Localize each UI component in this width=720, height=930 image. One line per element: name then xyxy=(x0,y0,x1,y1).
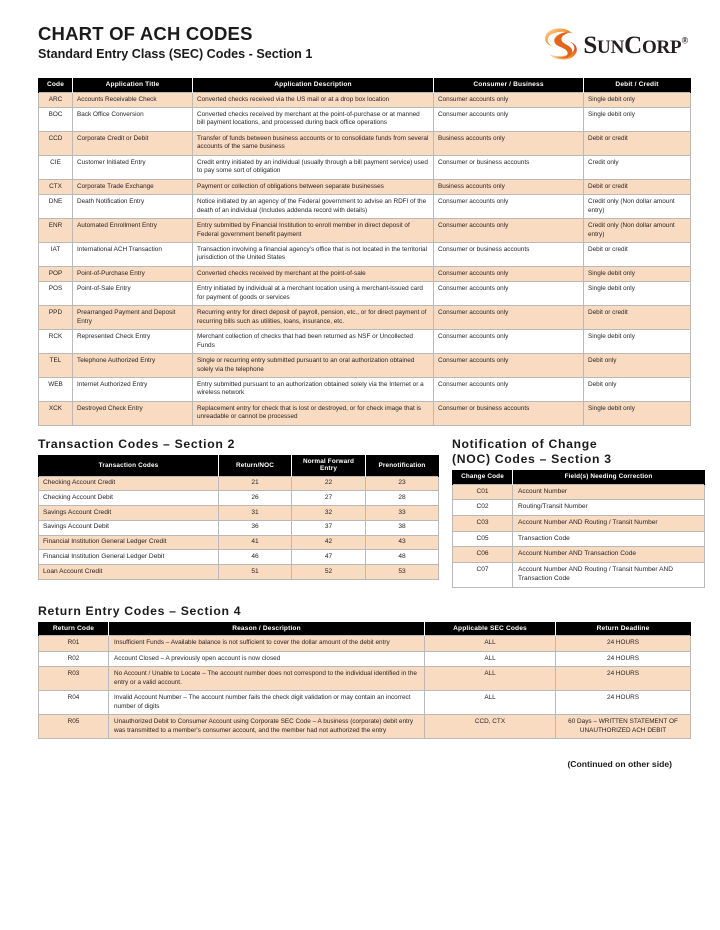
cell-normal-forward: 47 xyxy=(292,550,366,565)
cell-consumer-business: Business accounts only xyxy=(434,179,584,194)
cell-code: XCK xyxy=(39,401,73,425)
cell-change-code: C05 xyxy=(453,531,513,547)
cell-change-code: C02 xyxy=(453,500,513,516)
cell-return-noc: 36 xyxy=(219,520,292,535)
section2-transaction-codes-table xyxy=(38,455,439,580)
cell-change-code: C06 xyxy=(453,547,513,563)
table-row xyxy=(39,330,691,354)
section4-heading: Return Entry Codes – Section 4 xyxy=(38,603,242,618)
cell-change-code: C01 xyxy=(453,484,513,500)
cell-change-code: C03 xyxy=(453,516,513,532)
cell-code: POS xyxy=(39,282,73,306)
table-row xyxy=(39,491,439,506)
table-row xyxy=(39,636,691,651)
column-header-consumer-business: Consumer / Business xyxy=(434,78,584,92)
cell-normal-forward: 22 xyxy=(292,476,366,491)
cell-consumer-business: Consumer accounts only xyxy=(434,266,584,281)
section1-sec-codes-table xyxy=(38,78,691,426)
cell-application-description: Single or recurring entry submitted pursuant to an oral authorization obtained solely via the telephone xyxy=(193,354,434,378)
cell-application-title: Prearranged Payment and Deposit Entry xyxy=(73,306,193,330)
cell-transaction-name: Financial Institution General Ledger Debit xyxy=(39,550,219,565)
cell-code: CIE xyxy=(39,155,73,179)
suncorp-logo xyxy=(541,24,688,64)
cell-prenotification: 53 xyxy=(366,565,439,580)
cell-debit-credit: Single debit only xyxy=(584,330,691,354)
cell-normal-forward: 52 xyxy=(292,565,366,580)
section4-container xyxy=(38,604,690,739)
table-row xyxy=(453,531,705,547)
column-header-return-deadline: Return Deadline xyxy=(556,622,691,636)
logo-letters-un: UN xyxy=(597,36,625,58)
cell-application-title: Corporate Credit or Debit xyxy=(73,131,193,155)
table-row xyxy=(453,484,705,500)
column-header-code: Code xyxy=(39,78,73,92)
cell-debit-credit: Single debit only xyxy=(584,108,691,132)
cell-consumer-business: Consumer accounts only xyxy=(434,195,584,219)
cell-debit-credit: Single debit only xyxy=(584,266,691,281)
cell-prenotification: 43 xyxy=(366,535,439,550)
cell-application-description: Recurring entry for direct deposit of payroll, pension, etc., or for direct payment of recurring bills such as utilities, loans, insurance, etc. xyxy=(193,306,434,330)
cell-application-description: Converted checks received via the US mail or at a drop box location xyxy=(193,92,434,107)
cell-applicable-sec-codes: ALL xyxy=(425,651,556,666)
cell-consumer-business: Consumer accounts only xyxy=(434,378,584,402)
cell-applicable-sec-codes: ALL xyxy=(425,636,556,651)
cell-code: DNE xyxy=(39,195,73,219)
cell-return-deadline: 24 HOURS xyxy=(556,667,691,691)
table-row xyxy=(39,520,439,535)
table-row xyxy=(39,179,691,194)
cell-code: CTX xyxy=(39,179,73,194)
cell-debit-credit: Credit only (Non dollar amount entry) xyxy=(584,219,691,243)
cell-consumer-business: Consumer accounts only xyxy=(434,306,584,330)
title-block xyxy=(38,22,312,62)
logo-letter-c: C xyxy=(624,31,642,59)
table-row xyxy=(39,195,691,219)
table-row xyxy=(39,378,691,402)
column-header-return-noc: Return/NOC xyxy=(219,455,292,476)
table-row xyxy=(453,563,705,587)
cell-return-code: R01 xyxy=(39,636,109,651)
column-header-change-code: Change Code xyxy=(453,470,513,484)
table-row xyxy=(39,354,691,378)
column-header-application-title: Application Title xyxy=(73,78,193,92)
cell-debit-credit: Single debit only xyxy=(584,92,691,107)
table-row xyxy=(39,550,439,565)
table-header-row xyxy=(39,78,691,92)
cell-field-needing-correction: Routing/Transit Number xyxy=(513,500,705,516)
cell-application-title: Destroyed Check Entry xyxy=(73,401,193,425)
cell-debit-credit: Debit or credit xyxy=(584,243,691,267)
registered-trademark-icon: ® xyxy=(681,35,688,46)
cell-return-code: R02 xyxy=(39,651,109,666)
cell-code: RCK xyxy=(39,330,73,354)
cell-code: POP xyxy=(39,266,73,281)
cell-debit-credit: Single debit only xyxy=(584,401,691,425)
table-row xyxy=(39,155,691,179)
cell-application-title: Customer Initiated Entry xyxy=(73,155,193,179)
table-row xyxy=(39,266,691,281)
column-header-applicable-sec-codes: Applicable SEC Codes xyxy=(425,622,556,636)
cell-reason-description: No Account / Unable to Locate – The account number does not correspond to the individual identified in the entry or a valid account. xyxy=(109,667,425,691)
cell-application-description: Transaction involving a financial agency's office that is not located in the territorial jurisdiction of the United States xyxy=(193,243,434,267)
cell-application-description: Entry initiated by individual at a merchant location using a merchant-issued card for payment of goods or services xyxy=(193,282,434,306)
section3-noc-codes-table xyxy=(452,470,705,587)
column-header-reason-description: Reason / Description xyxy=(109,622,425,636)
suncorp-swirl-icon xyxy=(541,24,581,64)
document-header xyxy=(38,22,690,74)
cell-normal-forward: 42 xyxy=(292,535,366,550)
cell-consumer-business: Consumer accounts only xyxy=(434,219,584,243)
page-subtitle: Standard Entry Class (SEC) Codes - Section 1 xyxy=(38,46,313,61)
cell-application-title: Telephone Authorized Entry xyxy=(73,354,193,378)
table-row xyxy=(39,306,691,330)
cell-consumer-business: Business accounts only xyxy=(434,131,584,155)
cell-consumer-business: Consumer accounts only xyxy=(434,282,584,306)
cell-transaction-name: Savings Account Debit xyxy=(39,520,219,535)
cell-return-code: R04 xyxy=(39,691,109,715)
cell-debit-credit: Debit or credit xyxy=(584,179,691,194)
cell-prenotification: 23 xyxy=(366,476,439,491)
cell-return-noc: 31 xyxy=(219,506,292,521)
suncorp-wordmark xyxy=(583,33,688,58)
cell-debit-credit: Debit only xyxy=(584,354,691,378)
cell-reason-description: Insufficient Funds – Available balance is not sufficient to cover the dollar amount of the debit entry xyxy=(109,636,425,651)
cell-debit-credit: Credit only xyxy=(584,155,691,179)
logo-letter-s: S xyxy=(583,31,598,59)
continued-note: (Continued on other side) xyxy=(567,759,672,770)
cell-consumer-business: Consumer accounts only xyxy=(434,108,584,132)
cell-application-description: Notice initiated by an agency of the Federal government to advise an RDFI of the death of an individual (Includes addenda record with details) xyxy=(193,195,434,219)
cell-application-description: Replacement entry for check that is lost or destroyed, or for check image that is unreadable or cannot be processed xyxy=(193,401,434,425)
cell-change-code: C07 xyxy=(453,563,513,587)
cell-transaction-name: Checking Account Debit xyxy=(39,491,219,506)
cell-return-code: R05 xyxy=(39,715,109,739)
section3-heading-line2: (NOC) Codes – Section 3 xyxy=(452,452,612,467)
table-row xyxy=(39,715,691,739)
cell-code: IAT xyxy=(39,243,73,267)
cell-normal-forward: 32 xyxy=(292,506,366,521)
cell-return-code: R03 xyxy=(39,667,109,691)
cell-application-title: Point-of-Purchase Entry xyxy=(73,266,193,281)
cell-application-title: Point-of-Sale Entry xyxy=(73,282,193,306)
cell-code: PPD xyxy=(39,306,73,330)
cell-applicable-sec-codes: CCD, CTX xyxy=(425,715,556,739)
cell-prenotification: 48 xyxy=(366,550,439,565)
cell-consumer-business: Consumer accounts only xyxy=(434,330,584,354)
cell-applicable-sec-codes: ALL xyxy=(425,667,556,691)
table-row xyxy=(39,243,691,267)
cell-return-noc: 26 xyxy=(219,491,292,506)
cell-application-title: Accounts Receivable Check xyxy=(73,92,193,107)
cell-debit-credit: Credit only (Non dollar amount entry) xyxy=(584,195,691,219)
cell-application-title: Death Notification Entry xyxy=(73,195,193,219)
table-row xyxy=(39,565,439,580)
cell-code: BOC xyxy=(39,108,73,132)
cell-debit-credit: Single debit only xyxy=(584,282,691,306)
cell-application-description: Entry submitted pursuant to an authorization obtained solely via the Internet or a wireless network xyxy=(193,378,434,402)
cell-code: WEB xyxy=(39,378,73,402)
logo-letters-orp: ORP xyxy=(641,36,682,58)
cell-reason-description: Invalid Account Number – The account number fails the check digit validation or may contain an incorrect number of digits xyxy=(109,691,425,715)
cell-return-deadline: 24 HOURS xyxy=(556,651,691,666)
table-row xyxy=(39,691,691,715)
cell-code: CCD xyxy=(39,131,73,155)
cell-code: ENR xyxy=(39,219,73,243)
cell-application-title: Corporate Trade Exchange xyxy=(73,179,193,194)
cell-transaction-name: Checking Account Credit xyxy=(39,476,219,491)
cell-return-noc: 21 xyxy=(219,476,292,491)
cell-code: TEL xyxy=(39,354,73,378)
cell-application-title: Automated Enrollment Entry xyxy=(73,219,193,243)
cell-consumer-business: Consumer or business accounts xyxy=(434,401,584,425)
cell-application-title: Back Office Conversion xyxy=(73,108,193,132)
cell-field-needing-correction: Transaction Code xyxy=(513,531,705,547)
cell-field-needing-correction: Account Number AND Routing / Transit Number AND Transaction Code xyxy=(513,563,705,587)
table-row xyxy=(39,282,691,306)
cell-application-description: Merchant collection of checks that had been returned as NSF or Uncollected Funds xyxy=(193,330,434,354)
table-header-row xyxy=(453,470,705,484)
section3-container xyxy=(452,437,704,588)
cell-consumer-business: Consumer accounts only xyxy=(434,354,584,378)
table-row xyxy=(39,219,691,243)
cell-prenotification: 38 xyxy=(366,520,439,535)
cell-application-title: Represented Check Entry xyxy=(73,330,193,354)
table-header-row xyxy=(39,455,439,476)
cell-field-needing-correction: Account Number AND Routing / Transit Number xyxy=(513,516,705,532)
cell-transaction-name: Loan Account Credit xyxy=(39,565,219,580)
table-header-row xyxy=(39,622,691,636)
cell-consumer-business: Consumer or business accounts xyxy=(434,243,584,267)
table-row xyxy=(453,547,705,563)
table-row xyxy=(39,108,691,132)
cell-return-noc: 46 xyxy=(219,550,292,565)
cell-transaction-name: Savings Account Credit xyxy=(39,506,219,521)
cell-consumer-business: Consumer or business accounts xyxy=(434,155,584,179)
table-row xyxy=(39,651,691,666)
cell-field-needing-correction: Account Number AND Transaction Code xyxy=(513,547,705,563)
section3-heading-line1: Notification of Change xyxy=(452,436,598,451)
table-row xyxy=(39,401,691,425)
column-header-debit-credit: Debit / Credit xyxy=(584,78,691,92)
cell-debit-credit: Debit only xyxy=(584,378,691,402)
section3-heading xyxy=(452,437,704,468)
cell-return-deadline: 24 HOURS xyxy=(556,636,691,651)
cell-prenotification: 28 xyxy=(366,491,439,506)
cell-application-title: International ACH Transaction xyxy=(73,243,193,267)
cell-reason-description: Unauthorized Debit to Consumer Account using Corporate SEC Code – A business (corporate) debit entry was transmitted to a member's consumer account, and the member had not authorized the entry xyxy=(109,715,425,739)
cell-code: ARC xyxy=(39,92,73,107)
column-header-transaction-codes: Transaction Codes xyxy=(39,455,219,476)
cell-application-description: Transfer of funds between business accounts or to consolidate funds from several accounts of the same business xyxy=(193,131,434,155)
cell-field-needing-correction: Account Number xyxy=(513,484,705,500)
sections-2-3-band xyxy=(38,437,690,588)
cell-debit-credit: Debit or credit xyxy=(584,131,691,155)
table-row xyxy=(39,131,691,155)
cell-applicable-sec-codes: ALL xyxy=(425,691,556,715)
column-header-return-code: Return Code xyxy=(39,622,109,636)
column-header-fields-needing-correction: Field(s) Needing Correction xyxy=(513,470,705,484)
column-header-normal-forward-entry: Normal Forward Entry xyxy=(292,455,366,476)
cell-return-noc: 51 xyxy=(219,565,292,580)
cell-return-noc: 41 xyxy=(219,535,292,550)
cell-normal-forward: 27 xyxy=(292,491,366,506)
cell-return-deadline: 24 HOURS xyxy=(556,691,691,715)
page-title: CHART OF ACH CODES xyxy=(38,23,253,44)
cell-transaction-name: Financial Institution General Ledger Credit xyxy=(39,535,219,550)
table-row xyxy=(39,92,691,107)
cell-application-description: Converted checks received by merchant at the point-of-sale xyxy=(193,266,434,281)
table-row xyxy=(39,506,439,521)
cell-application-description: Entry submitted by Financial Institution to enroll member in direct deposit of Federal government benefit payment xyxy=(193,219,434,243)
table-row xyxy=(39,667,691,691)
cell-application-description: Payment or collection of obligations between separate businesses xyxy=(193,179,434,194)
table-row xyxy=(453,516,705,532)
table-row xyxy=(39,476,439,491)
cell-application-title: Internet Authorized Entry xyxy=(73,378,193,402)
cell-normal-forward: 37 xyxy=(292,520,366,535)
cell-application-description: Converted checks received by merchant at the point-of-purchase or at manned bill payment locations, and processed during back office operations xyxy=(193,108,434,132)
table-row xyxy=(453,500,705,516)
section2-container xyxy=(38,437,438,588)
section2-heading: Transaction Codes – Section 2 xyxy=(38,436,236,451)
section4-return-entry-codes-table xyxy=(38,622,691,739)
cell-return-deadline: 60 Days – WRITTEN STATEMENT OF UNAUTHORIZED ACH DEBIT xyxy=(556,715,691,739)
table-row xyxy=(39,535,439,550)
cell-prenotification: 33 xyxy=(366,506,439,521)
cell-reason-description: Account Closed – A previously open account is now closed xyxy=(109,651,425,666)
cell-debit-credit: Debit or credit xyxy=(584,306,691,330)
cell-application-description: Credit entry initiated by an individual (usually through a bill payment service) used to pay some sort of obligation xyxy=(193,155,434,179)
column-header-application-description: Application Description xyxy=(193,78,434,92)
cell-consumer-business: Consumer accounts only xyxy=(434,92,584,107)
column-header-prenotification: Prenotification xyxy=(366,455,439,476)
